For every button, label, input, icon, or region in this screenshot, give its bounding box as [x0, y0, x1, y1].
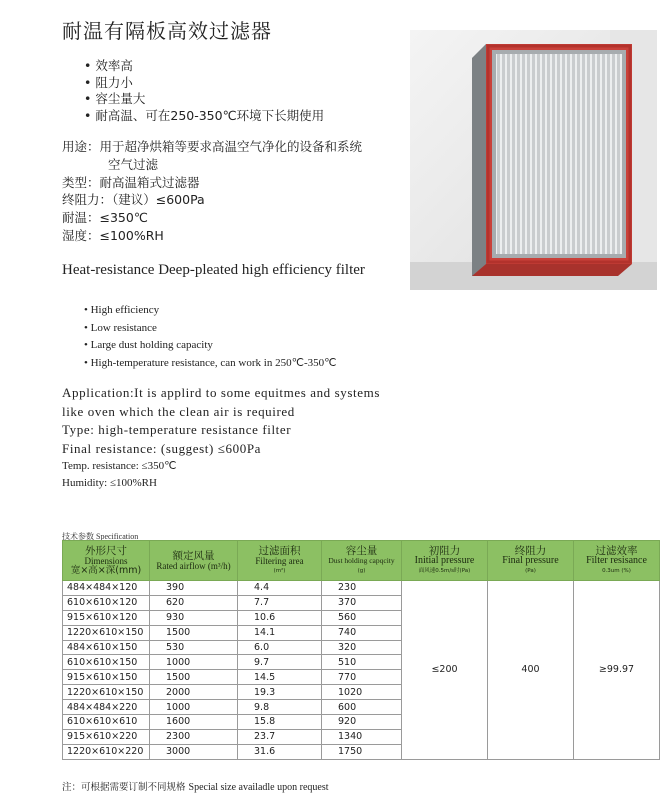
cell-airflow: 1000 — [150, 700, 238, 715]
cell-area: 7.7 — [238, 595, 322, 610]
cell-airflow: 2000 — [150, 685, 238, 700]
cell-dimensions: 610×610×150 — [63, 655, 150, 670]
cell-area: 15.8 — [238, 715, 322, 730]
header-final-unit: (Pa) — [525, 567, 536, 574]
header-init-en: Initial pressure — [414, 554, 475, 566]
header-init-cn: 初阻力 — [428, 544, 461, 557]
cell-dust: 510 — [322, 655, 402, 670]
cell-dust: 320 — [322, 640, 402, 655]
en-feature-item: • High efficiency — [84, 302, 336, 320]
header-area-unit: (m²) — [273, 567, 286, 574]
en-feature-item: • Low resistance — [84, 320, 336, 338]
header-airflow-en: Rated airflow (m³/h) — [156, 560, 231, 571]
header-eff-cn: 过滤效率 — [595, 544, 638, 557]
cell-dust: 1020 — [322, 685, 402, 700]
cell-area: 9.7 — [238, 655, 322, 670]
en-humidity: Humidity: ≤100%RH — [62, 477, 157, 489]
cell-dimensions: 1220×610×150 — [63, 625, 150, 640]
cell-dimensions: 610×610×120 — [63, 595, 150, 610]
cell-area: 14.5 — [238, 670, 322, 685]
cn-type: 类型：耐高温箱式过滤器 — [62, 174, 200, 190]
cell-dimensions: 484×610×150 — [63, 640, 150, 655]
en-application-line2: like oven which the clean air is required — [62, 403, 295, 419]
en-feature-list — [84, 302, 336, 372]
footnote — [62, 779, 329, 793]
cell-dimensions: 484×484×120 — [63, 581, 150, 596]
cell-dust: 1340 — [322, 729, 402, 744]
en-feature-item: • High-temperature resistance, can work in 250℃-350℃ — [84, 355, 336, 373]
cell-airflow: 930 — [150, 610, 238, 625]
cn-feature-list — [84, 58, 324, 124]
header-area — [238, 541, 322, 581]
cell-efficiency: ≥99.97 — [574, 581, 660, 760]
cell-area: 10.6 — [238, 610, 322, 625]
header-dim-en: Dimensions — [84, 555, 128, 566]
cell-area: 23.7 — [238, 729, 322, 744]
cell-area: 14.1 — [238, 625, 322, 640]
header-airflow — [150, 541, 238, 581]
cell-airflow: 2300 — [150, 729, 238, 744]
en-title: Heat-resistance Deep-pleated high efficiency filter — [62, 262, 365, 278]
header-dust-cn: 容尘量 — [345, 544, 378, 557]
header-dust-unit: (g) — [357, 567, 366, 574]
cell-dust: 600 — [322, 700, 402, 715]
cn-feature-item: • 效率高 — [84, 58, 324, 75]
cn-temp: 耐温：≤350℃ — [62, 210, 148, 226]
cn-humidity: 湿度：≤100%RH — [62, 227, 164, 243]
en-final-resistance: Final resistance: (suggest) ≤600Pa — [62, 440, 262, 456]
header-final — [488, 541, 574, 581]
cell-dimensions: 484×484×220 — [63, 700, 150, 715]
cell-airflow: 530 — [150, 640, 238, 655]
cell-dimensions: 915×610×150 — [63, 670, 150, 685]
cell-dust: 560 — [322, 610, 402, 625]
header-eff-unit: 0.3um (%) — [602, 567, 631, 574]
cell-area: 9.8 — [238, 700, 322, 715]
cn-feature-item: • 阻力小 — [84, 75, 324, 92]
header-area-en: Filtering area — [255, 555, 304, 566]
cell-airflow: 1000 — [150, 655, 238, 670]
cn-feature-item: • 容尘量大 — [84, 91, 324, 108]
cn-final-resistance: 终阻力：（建议）≤600Pa — [62, 192, 205, 208]
cell-dust: 770 — [322, 670, 402, 685]
cell-dimensions: 610×610×610 — [63, 715, 150, 730]
spec-table — [62, 540, 660, 760]
header-dust-en: Dust holding capqcity — [328, 555, 395, 565]
cell-dust: 230 — [322, 581, 402, 596]
footnote-cn: 注：可根据需要订制不同规格 — [62, 782, 186, 793]
footnote-en: Special size availadle upon request — [188, 782, 329, 793]
table-row — [63, 581, 660, 596]
header-init-unit: 面风速0.5m/s时(Pa) — [418, 567, 471, 574]
cell-dust: 740 — [322, 625, 402, 640]
header-final-en: Final pressure — [502, 554, 559, 566]
en-info-block — [62, 384, 380, 492]
cell-airflow: 1600 — [150, 715, 238, 730]
cn-info-block — [62, 138, 362, 245]
header-efficiency — [574, 541, 660, 581]
cell-area: 31.6 — [238, 744, 322, 759]
cell-airflow: 1500 — [150, 670, 238, 685]
cell-airflow: 390 — [150, 581, 238, 596]
cell-dust: 920 — [322, 715, 402, 730]
cell-airflow: 1500 — [150, 625, 238, 640]
cell-dimensions: 915×610×120 — [63, 610, 150, 625]
en-feature-item: • Large dust holding capacity — [84, 337, 336, 355]
cn-usage-line2: 空气过滤 — [108, 156, 159, 172]
cell-airflow: 620 — [150, 595, 238, 610]
header-initial — [402, 541, 488, 581]
cn-usage-line1: 用途：用于超净烘箱等要求高温空气净化的设备和系统 — [62, 139, 363, 154]
spec-label: 技术参数 Specification — [62, 532, 139, 541]
cell-initial-pressure: ≤200 — [402, 581, 488, 760]
cell-final-pressure: 400 — [488, 581, 574, 760]
cell-area: 6.0 — [238, 640, 322, 655]
cell-area: 4.4 — [238, 581, 322, 596]
cell-area: 19.3 — [238, 685, 322, 700]
cell-dimensions: 1220×610×150 — [63, 685, 150, 700]
cell-dimensions: 1220×610×220 — [63, 744, 150, 759]
header-eff-en: Filter resisance — [586, 554, 647, 566]
header-area-cn: 过滤面积 — [258, 544, 301, 557]
cell-dust: 370 — [322, 595, 402, 610]
en-application-line1: Application:It is applird to some equitmes and systems — [62, 385, 380, 400]
header-dim-cn: 外形尺寸 — [85, 544, 127, 557]
header-airflow-cn: 额定风量 — [172, 549, 215, 562]
header-dust — [322, 541, 402, 581]
header-dimensions — [63, 541, 150, 581]
cell-dust: 1750 — [322, 744, 402, 759]
cell-dimensions: 915×610×220 — [63, 729, 150, 744]
page-title: 耐温有隔板高效过滤器 — [62, 19, 272, 43]
en-temp: Temp. resistance: ≤350℃ — [62, 460, 177, 472]
en-type: Type: high-temperature resistance filter — [62, 422, 292, 437]
cn-feature-item: • 耐高温、可在250-350℃环境下长期使用 — [84, 108, 324, 125]
product-photo — [410, 30, 657, 290]
header-final-cn: 终阻力 — [514, 544, 547, 557]
cell-airflow: 3000 — [150, 744, 238, 759]
header-dim-cn2: 宽×高×深(mm) — [70, 564, 142, 576]
